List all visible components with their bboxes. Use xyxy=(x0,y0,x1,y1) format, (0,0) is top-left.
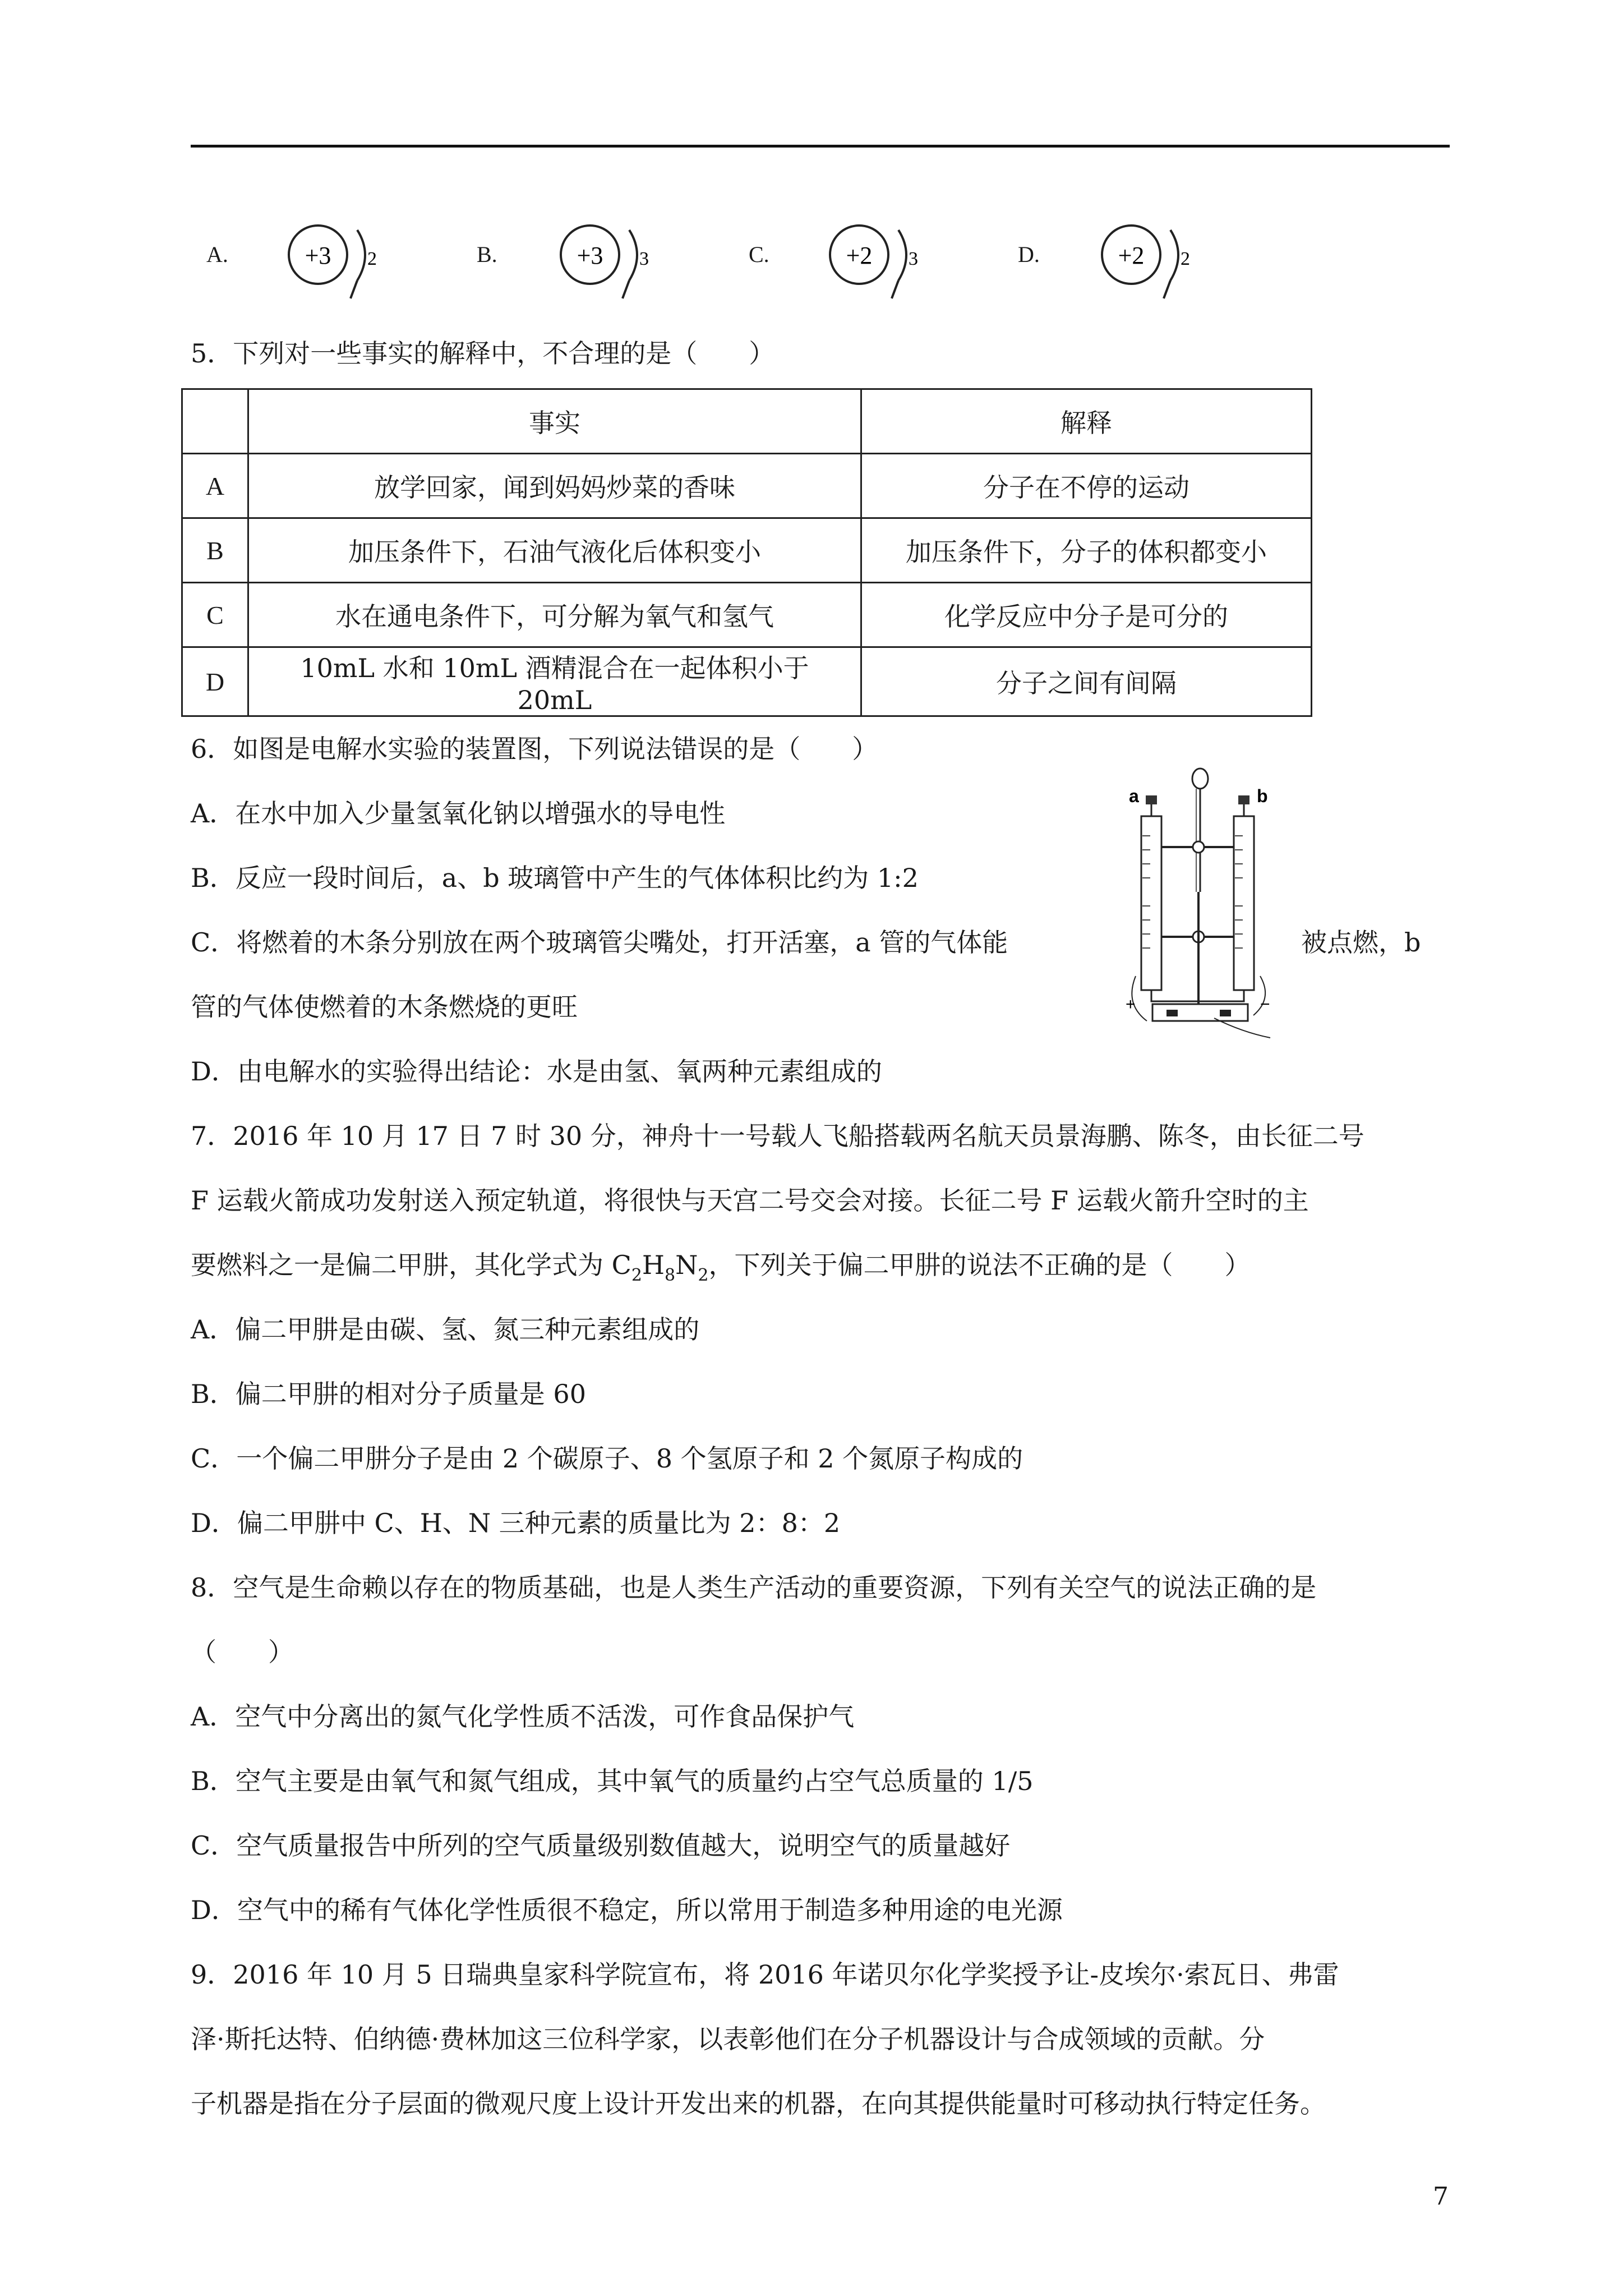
atom-diagram-a xyxy=(283,220,390,301)
negative-label: − xyxy=(1260,995,1270,1014)
tube-b-label: b xyxy=(1257,786,1268,806)
q8-option-c: C．空气质量报告中所列的空气质量级别数值越大，说明空气的质量越好 xyxy=(191,1830,1011,1861)
header-explanation: 解释 xyxy=(861,389,1312,454)
row-explanation: 加压条件下，分子的体积都变小 xyxy=(861,518,1312,583)
q8-line2: （ ） xyxy=(191,1637,294,1667)
table-row xyxy=(182,518,1312,583)
header-rule xyxy=(191,145,1450,148)
q8-line1: 8．空气是生命赖以存在的物质基础，也是人类生产活动的重要资源，下列有关空气的说法正确的是 xyxy=(191,1572,1317,1603)
q7-option-b: B．偏二甲肼的相对分子质量是 60 xyxy=(191,1379,586,1409)
page-number: 7 xyxy=(1433,2182,1449,2211)
subscript: 2 xyxy=(698,1266,709,1285)
nucleus-charge: +3 xyxy=(305,242,331,269)
q9-line1: 9．2016 年 10 月 5 日瑞典皇家科学院宣布，将 2016 年诺贝尔化学奖授予让-皮埃尔·索瓦日、弗雷 xyxy=(191,1959,1339,1990)
electrolysis-apparatus-figure xyxy=(1113,763,1281,1043)
row-letter: A xyxy=(182,454,248,518)
q7-line3 xyxy=(191,1248,1250,1286)
option-label: D. xyxy=(1018,242,1040,267)
q7-line1: 7．2016 年 10 月 17 日 7 时 30 分，神舟十一号载人飞船搭载两名航天员景海鹏、陈冬，由长征二号 xyxy=(191,1121,1364,1151)
option-label: A. xyxy=(206,242,228,267)
q6-option-c-right: 被点燃，b xyxy=(1301,927,1421,958)
subscript: 8 xyxy=(665,1266,676,1285)
q8-option-a: A．空气中分离出的氮气化学性质不活泼，可作食品保护气 xyxy=(191,1701,855,1732)
row-explanation: 分子在不停的运动 xyxy=(861,454,1312,518)
nucleus-charge: +2 xyxy=(1118,242,1145,269)
header-fact: 事实 xyxy=(248,389,861,454)
formula-h: H xyxy=(642,1250,665,1280)
row-fact: 水在通电条件下，可分解为氧气和氢气 xyxy=(248,583,861,647)
q9-line2: 泽·斯托达特、伯纳德·费林加这三位科学家，以表彰他们在分子机器设计与合成领域的贡献。分 xyxy=(191,2024,1265,2054)
positive-label: + xyxy=(1126,995,1136,1014)
option-label: C. xyxy=(749,242,769,267)
q7-option-d: D．偏二甲肼中 C、H、N 三种元素的质量比为 2：8：2 xyxy=(191,1508,841,1538)
atom-diagram-c xyxy=(824,220,931,301)
q7-line3-pre: 要燃料之一是偏二甲肼，其化学式为 C xyxy=(191,1250,631,1280)
electron-count: 2 xyxy=(367,249,377,269)
subscript: 2 xyxy=(631,1266,642,1285)
option-label: B. xyxy=(477,242,497,267)
row-fact: 10mL 水和 10mL 酒精混合在一起体积小于 20mL xyxy=(248,647,861,716)
q6-option-d: D．由电解水的实验得出结论：水是由氢、氧两种元素组成的 xyxy=(191,1056,882,1087)
q5-table xyxy=(181,388,1312,717)
nucleus-charge: +3 xyxy=(577,242,603,269)
q7-option-c: C．一个偏二甲肼分子是由 2 个碳原子、8 个氢原子和 2 个氮原子构成的 xyxy=(191,1443,1023,1474)
q8-option-b: B．空气主要是由氧气和氮气组成，其中氧气的质量约占空气总质量的 1/5 xyxy=(191,1766,1034,1796)
row-explanation: 化学反应中分子是可分的 xyxy=(861,583,1312,647)
row-letter: B xyxy=(182,518,248,583)
electron-count: 3 xyxy=(909,249,918,269)
electron-count: 2 xyxy=(1181,249,1190,269)
table-cell xyxy=(182,389,248,454)
q6-stem: 6．如图是电解水实验的装置图，下列说法错误的是（ ） xyxy=(191,734,878,764)
formula-n: N xyxy=(675,1250,698,1280)
table-row xyxy=(182,454,1312,518)
row-letter: C xyxy=(182,583,248,647)
q5-stem: 5．下列对一些事实的解释中，不合理的是（ ） xyxy=(191,338,775,369)
q6-option-c: C．将燃着的木条分别放在两个玻璃管尖嘴处，打开活塞，a 管的气体能 xyxy=(191,927,1008,958)
tube-a-label: a xyxy=(1129,786,1139,806)
table-row xyxy=(182,647,1312,716)
table-row xyxy=(182,583,1312,647)
row-letter: D xyxy=(182,647,248,716)
q8-option-d: D．空气中的稀有气体化学性质很不稳定，所以常用于制造多种用途的电光源 xyxy=(191,1895,1063,1925)
q7-option-a: A．偏二甲肼是由碳、氢、氮三种元素组成的 xyxy=(191,1314,700,1345)
atom-diagram-d xyxy=(1096,220,1203,301)
q7-line3-post: ，下列关于偏二甲肼的说法不正确的是（ ） xyxy=(708,1250,1251,1280)
row-fact: 放学回家，闻到妈妈炒菜的香味 xyxy=(248,454,861,518)
q6-option-c-cont: 管的气体使燃着的木条燃烧的更旺 xyxy=(191,992,578,1022)
electron-count: 3 xyxy=(639,249,649,269)
q7-line2: F 运载火箭成功发射送入预定轨道，将很快与天宫二号交会对接。长征二号 F 运载火箭升空时的主 xyxy=(191,1185,1309,1216)
atom-diagram-b xyxy=(555,220,662,301)
table-header-row xyxy=(182,389,1312,454)
q6-option-b: B．反应一段时间后，a、b 玻璃管中产生的气体体积比约为 1:2 xyxy=(191,863,919,893)
row-fact: 加压条件下，石油气液化后体积变小 xyxy=(248,518,861,583)
q6-option-a: A．在水中加入少量氢氧化钠以增强水的导电性 xyxy=(191,798,726,829)
nucleus-charge: +2 xyxy=(846,242,873,269)
row-explanation: 分子之间有间隔 xyxy=(861,647,1312,716)
q9-line3: 子机器是指在分子层面的微观尺度上设计开发出来的机器，在向其提供能量时可移动执行特定任务。 xyxy=(191,2088,1326,2119)
